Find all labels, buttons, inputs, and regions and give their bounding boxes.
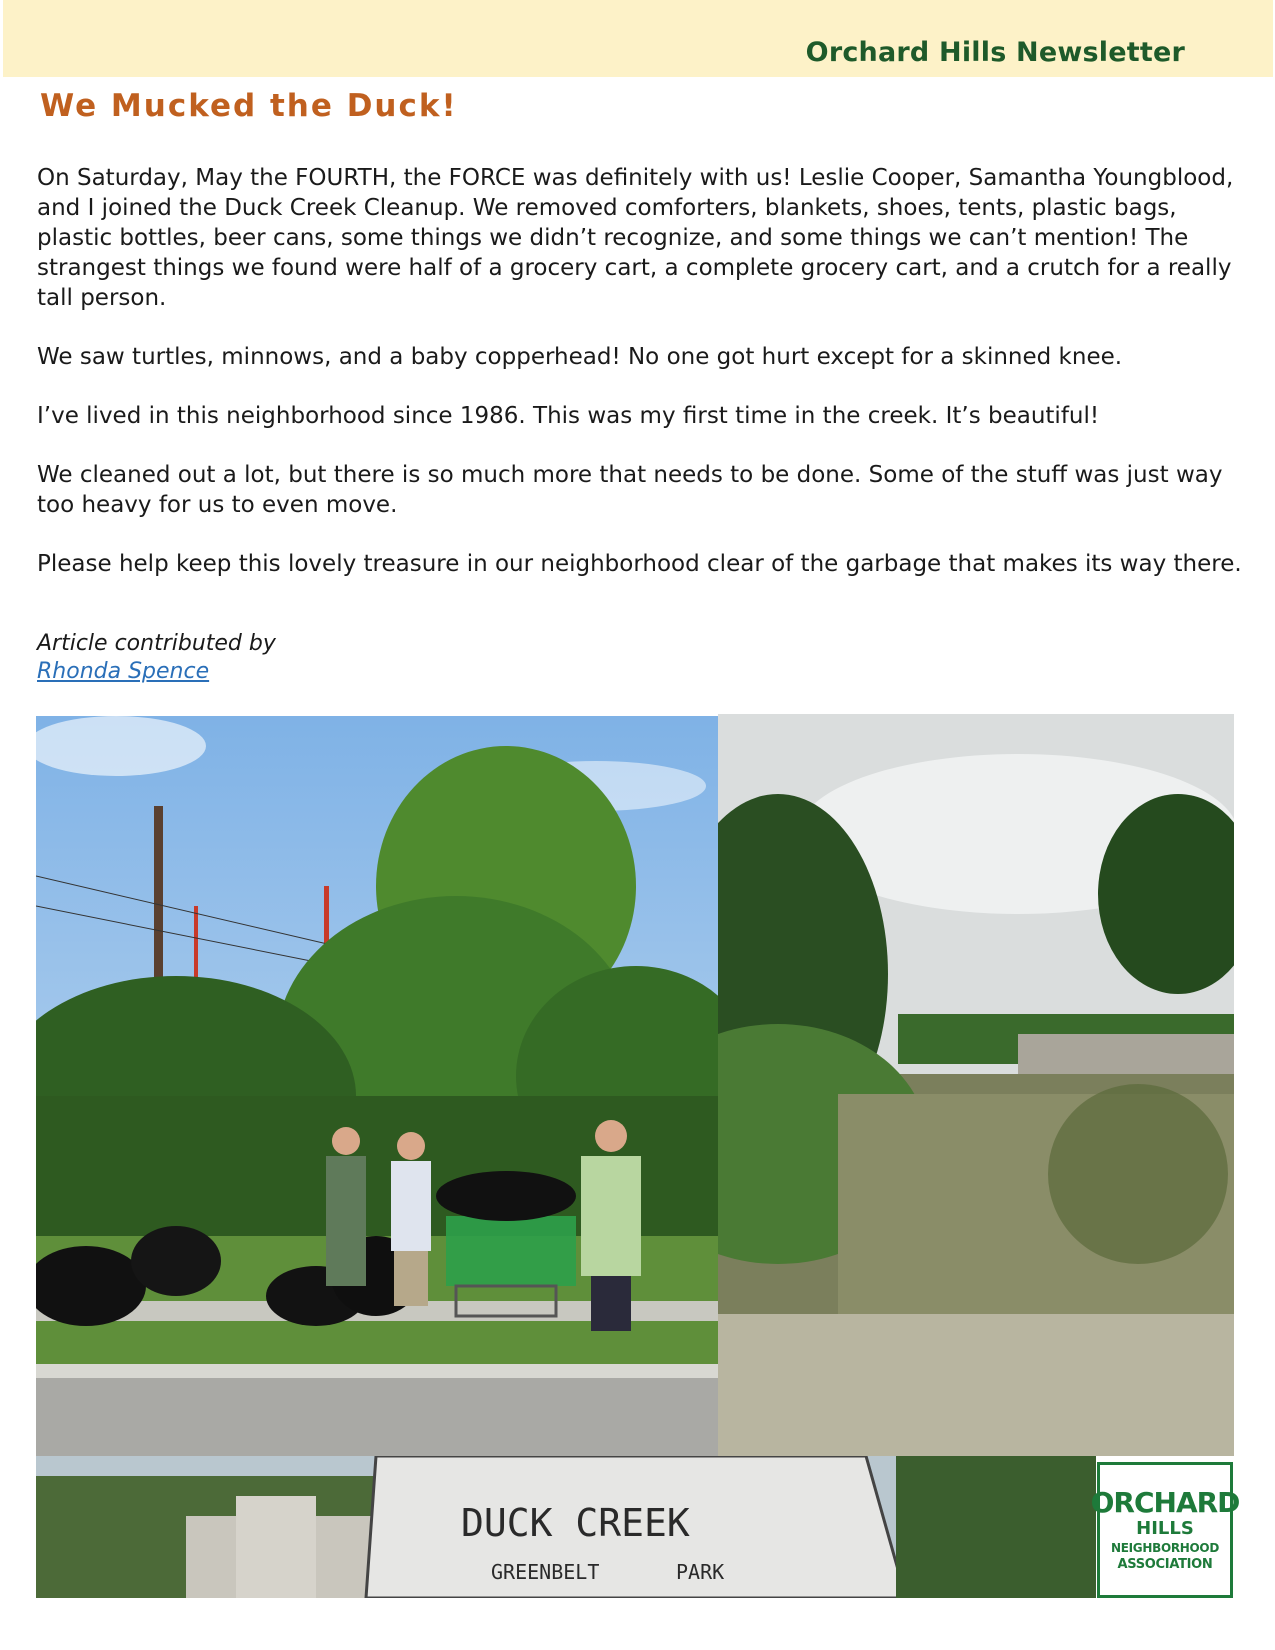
article-body [37,163,1242,608]
logo-line-orchard: ORCHARD [1090,1486,1240,1519]
article-paragraph: We saw turtles, minnows, and a baby copperhead! No one got hurt except for a skinned knee. [37,344,1123,370]
logo-line-hills: HILLS [1136,1518,1194,1539]
article-paragraph: On Saturday, May the FOURTH, the FORCE was definitely with us! Leslie Cooper, Samantha Youngblood, and I joined the Duck Creek Cleanup. We removed comforters, blankets, shoes, tents, plastic bags, plastic bottles, beer cans, some things we didn’t recognize, and some things we can’t mention! The strangest things we found were half of a grocery cart, a complete grocery cart, and a crutch for a really tall person. [37,165,1234,311]
article-paragraph: I’ve lived in this neighborhood since 1986. This was my first time in the creek. It’s beautiful! [37,403,1100,429]
creek-photo [718,714,1234,1456]
sign-title-text: DUCK CREEK [461,1501,690,1545]
article-paragraph: We cleaned out a lot, but there is so much more that needs to be done. Some of the stuff was just way too heavy for us to even move. [37,462,1223,518]
orchard-hills-logo [1090,1462,1240,1598]
logo-line-neighborhood: NEIGHBORHOOD [1111,1541,1219,1555]
sign-subtitle-right: PARK [676,1560,725,1584]
newsletter-title: Orchard Hills Newsletter [805,37,1185,68]
volunteers-photo [36,716,718,1456]
sign-subtitle-left: GREENBELT [491,1560,600,1584]
duck-creek-sign-photo [36,1456,1096,1598]
article-paragraph: Please help keep this lovely treasure in our neighborhood clear of the garbage that makes its way there. [37,551,1242,577]
credit-author-link[interactable]: Rhonda Spence [37,659,210,684]
credit-prefix: Article contributed by [37,631,276,656]
logo-line-association: ASSOCIATION [1117,1557,1213,1572]
article-title: We Mucked the Duck! [40,88,458,124]
article-credit [37,630,276,686]
